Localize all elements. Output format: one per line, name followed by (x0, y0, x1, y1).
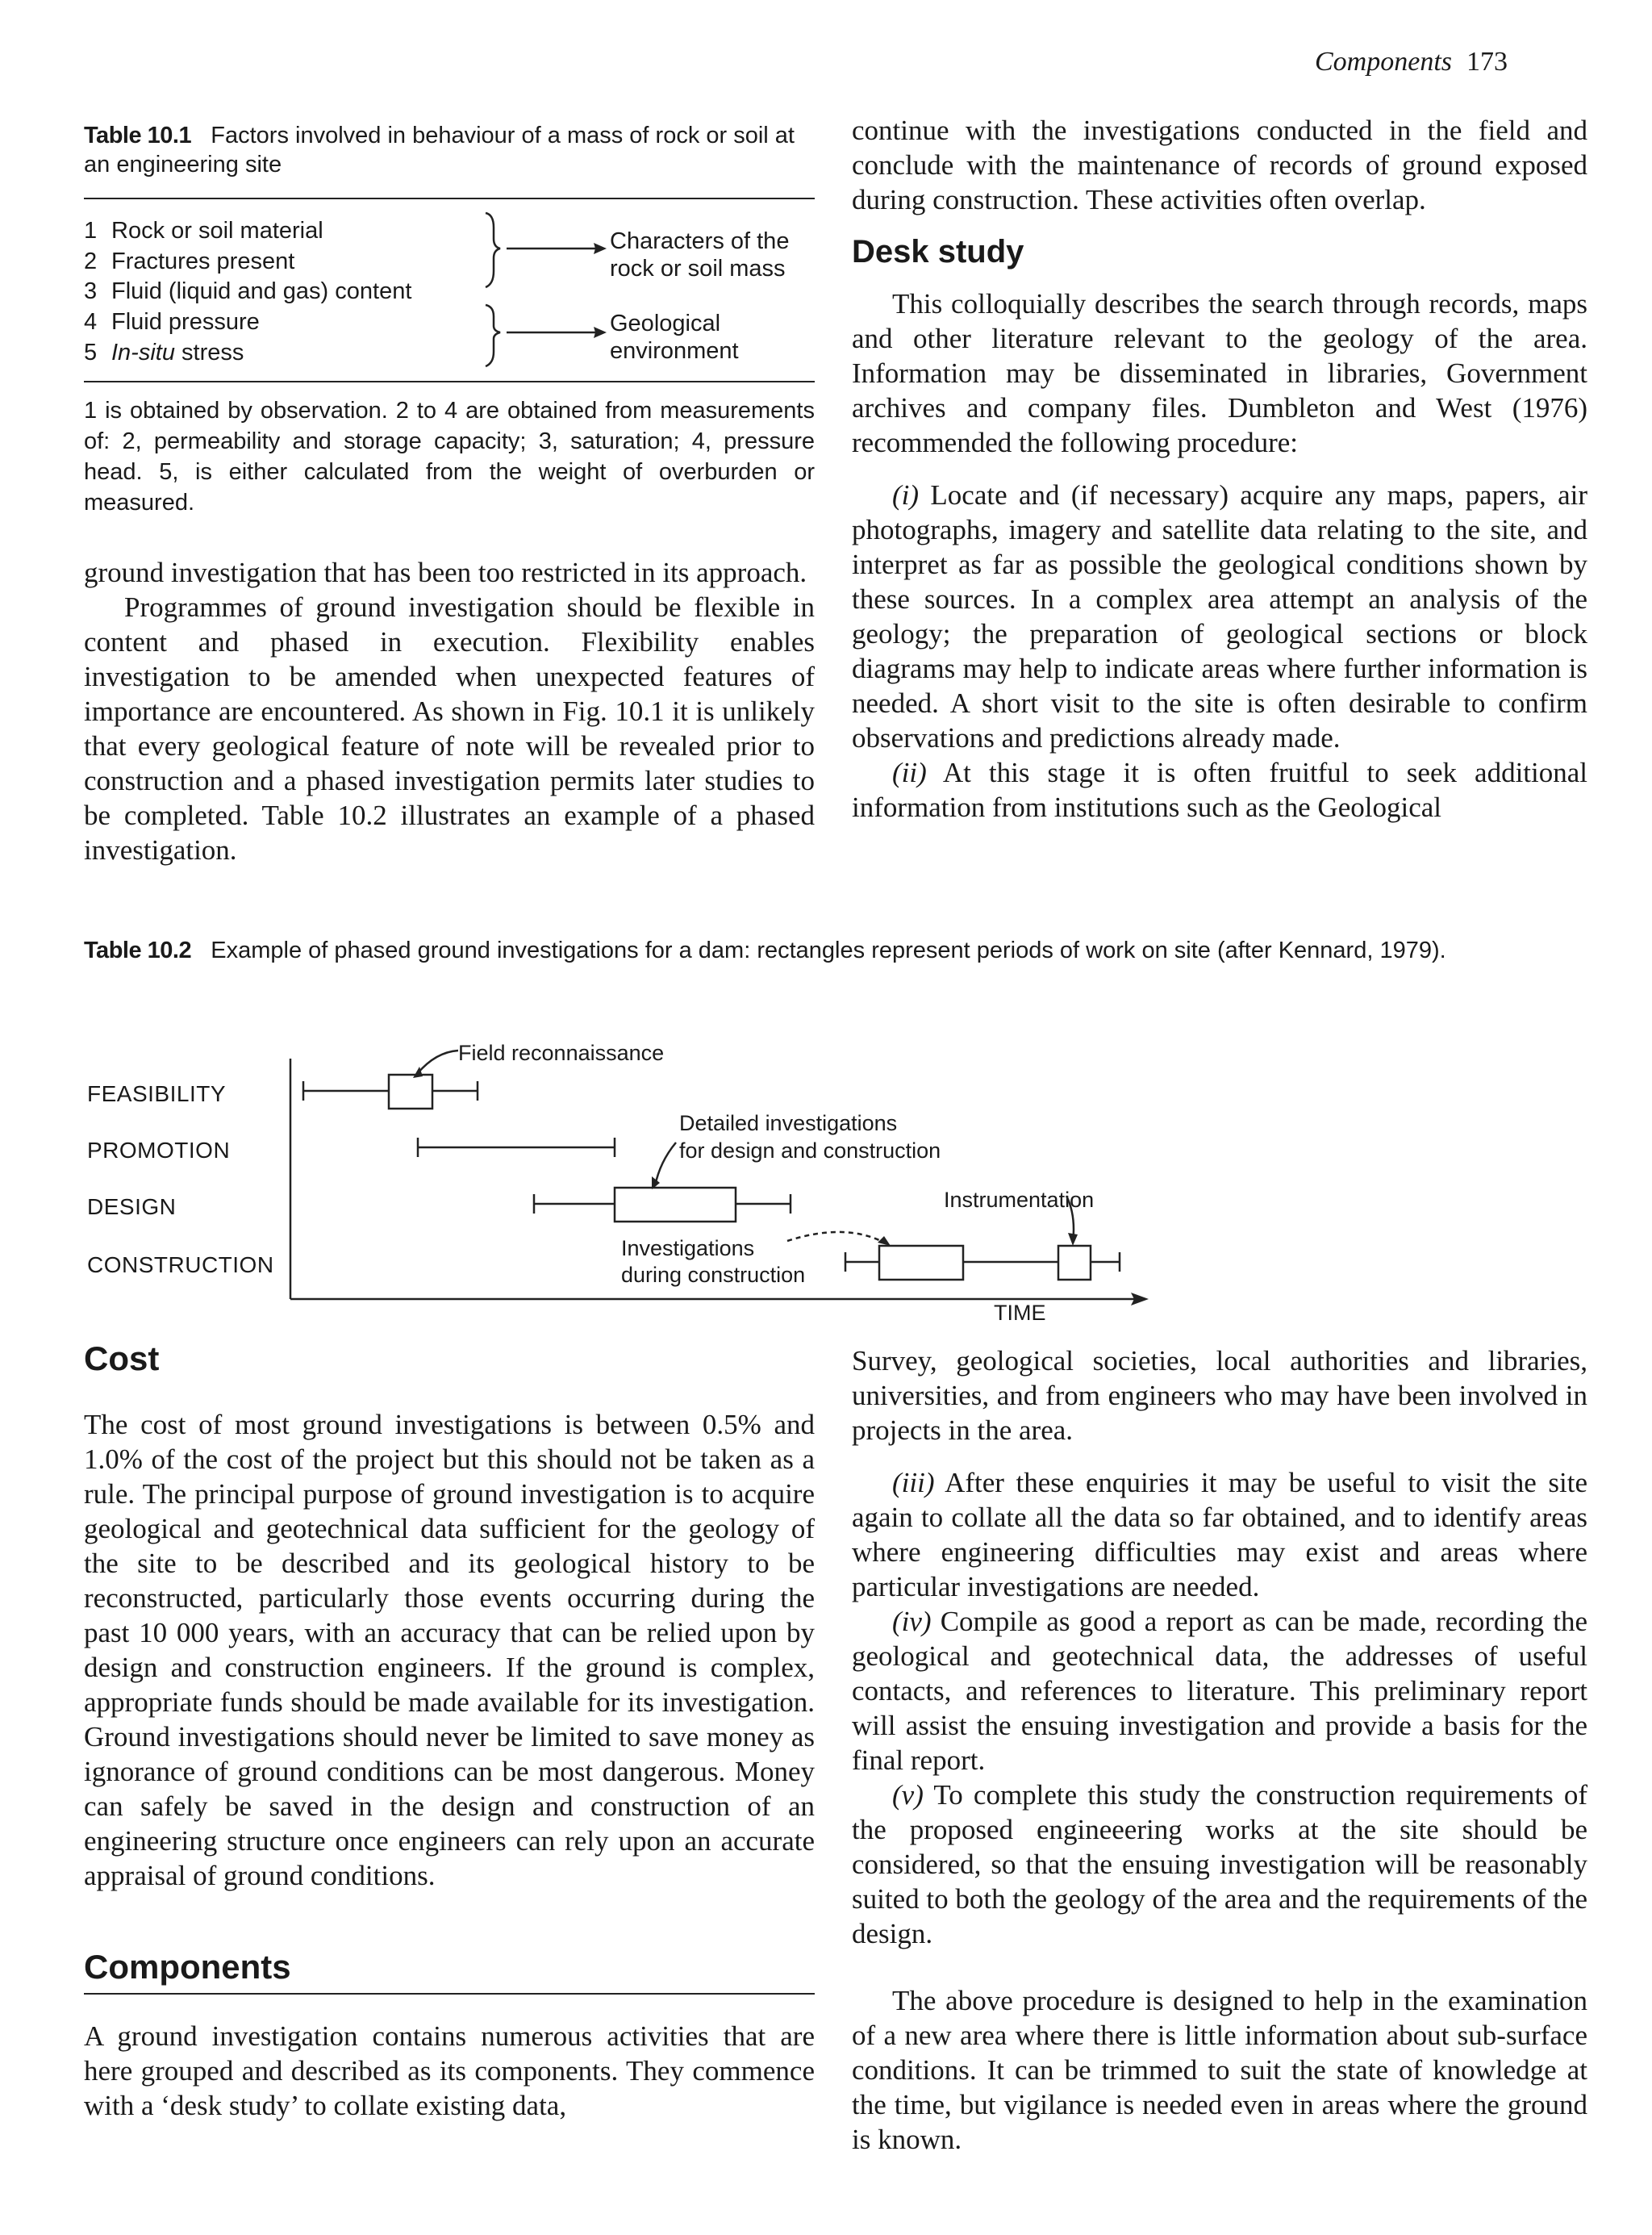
phase-label-promotion: PROMOTION (87, 1138, 231, 1163)
leader-investigations-during (787, 1232, 887, 1244)
running-head (1315, 47, 1508, 77)
table-10-1-group-b: Geological environment (610, 311, 739, 364)
paragraph: The above procedure is designed to help in the examination of a new area where there is little information about sub-surface conditions. It can be trimmed to suit the state of knowledge at the time, but vigilance is needed even in areas where the ground is known. (852, 1985, 1587, 2155)
table-10-1-caption (84, 121, 818, 179)
feasibility-bar (303, 1075, 478, 1109)
table-10-2-caption (84, 936, 1592, 965)
paragraph: Programmes of ground investigation should be flexible in content and phased in execution. Flexibility enables investigation to be amended when unexpected features of importance are encountered. As shown in Fig. 10.1 it is unlikely that every geological feature of note will be revealed prior to construction and a phased investigation permits later studies to be completed. Table 10.2 illustrates an example of a phased investigation. (84, 591, 815, 866)
label-detailed-investigations-2: for design and construction (679, 1138, 941, 1163)
phase-label-construction: CONSTRUCTION (87, 1252, 274, 1277)
promotion-bar (418, 1138, 615, 1157)
paragraph: ground investigation that has been too restricted in its approach. (84, 557, 807, 588)
table-10-1-caption-text: Factors involved in behaviour of a mass of rock or soil at an engineering site (84, 123, 795, 178)
phase-label-design: DESIGN (87, 1194, 177, 1219)
paragraph: A ground investigation contains numerous activities that are here grouped and described as its components. They commence with a ‘desk study’ to collate existing data, (84, 2020, 815, 2121)
heading-cost: Cost (84, 1339, 160, 1377)
list-item: (ii) At this stage it is often fruitful to seek additional information from institutions such as the Geological (852, 757, 1587, 823)
components-section (84, 1946, 815, 2123)
list-item: (iii) After these enquiries it may be useful to visit the site again to collate all the data so far obtained, and to identify areas where engineering difficulties may exist and areas where particular investigations are needed. (852, 1467, 1587, 1602)
table-10-2-caption-text: Example of phased ground investigations for a dam: rectangles represent periods of work on site (after Kennard, 1979). (211, 938, 1446, 963)
paragraph: This colloquially describes the search through records, maps and other literature relevant to the geology of the area. Information may be disseminated in libraries, Government archives and company files. Dumbleton and West (1976) recommended the following procedure: (852, 288, 1587, 458)
list-item: (i) Locate and (if necessary) acquire any maps, papers, air photographs, imagery and satellite data relating to the site, and interpret as far as possible the geological conditions shown by these sources. In a complex area attempt an analysis of the geology; the preparation of geological sections or block diagrams may help to indicate areas where further information is needed. A short visit to the site is often desirable to confirm observations and predictions already made. (852, 479, 1587, 754)
heading-desk-study: Desk study (852, 234, 1024, 269)
cost-section (84, 1338, 815, 1893)
right-column-top-text (852, 113, 1587, 825)
label-investigations-during-1: Investigations (621, 1236, 755, 1260)
heading-components: Components (84, 1948, 291, 1986)
paragraph: The cost of most ground investigations is between 0.5% and 1.0% of the cost of the project but this should not be taken as a rule. The principal purpose of ground investigation is to acquire geological and geotechnical data sufficient for the geology of the site to be described and its geological history to be reconstructed, particularly those events occurring during the past 10 000 years, with an accuracy that can be relied upon by design and construction engineers. If the ground is complex, appropriate funds should be made available for its investigation. Ground investigations should never be limited to save money as ignorance of ground conditions can be most dangerous. Money can safely be saved in the design and construction of an engineering structure once engineers can rely upon an accurate appraisal of ground conditions. (84, 1409, 815, 1891)
leader-detailed-investigations (655, 1143, 676, 1186)
brace-a-icon (486, 213, 500, 287)
list-item: (v) To complete this study the construction requirements of the proposed engineeering works at the site should be considered, so that the ensuing investigation will be reasonably suited to both the geology of the area and the requirements of the design. (852, 1779, 1587, 1949)
components-heading-rule (84, 1993, 815, 1995)
table-10-1-label: Table 10.1 (84, 123, 192, 148)
paragraph: Survey, geological societies, local authorities and libraries, universities, and from engineers who may have been involved in projects in the area. (852, 1345, 1587, 1446)
table-10-1-note: 1 is obtained by observation. 2 to 4 are obtained from measurements of: 2, permeability and storage capacity; 3, saturation; 4, pressure head. 5, is either calculated from the weight of overburden or measured. (84, 398, 815, 516)
table-10-1-row: 2 Fractures present (84, 249, 295, 274)
table-10-1-group-a: Characters of the rock or soil mass (610, 228, 790, 282)
label-investigations-during-2: during construction (621, 1263, 806, 1287)
running-head-title: Components (1315, 47, 1452, 77)
brace-b-icon (486, 305, 500, 366)
table-10-2-chart (0, 1041, 1210, 1323)
table-10-1-bottom-rule (84, 381, 815, 382)
list-item: (iv) Compile as good a report as can be made, recording the geological and geotechnical data, the addresses of useful contacts, and references to literature. This preliminary report will assist the ensuing investigation and provide a basis for the final report. (852, 1606, 1587, 1776)
page-number: 173 (1466, 47, 1508, 77)
leader-field-reconnaissance (418, 1051, 458, 1073)
table-10-1-braces (468, 210, 613, 371)
table-10-2-label: Table 10.2 (84, 938, 192, 963)
table-10-1-row: 5 In-situ stress (84, 340, 244, 366)
label-field-reconnaissance: Field reconnaissance (458, 1041, 665, 1065)
label-time-axis: TIME (994, 1301, 1046, 1325)
paragraph: continue with the investigations conducted in the field and conclude with the maintenance of records of ground exposed during construction. These activities often overlap. (852, 115, 1587, 215)
label-detailed-investigations-1: Detailed investigations (679, 1111, 898, 1135)
table-10-1-top-rule (84, 198, 815, 199)
table-10-1-row: 4 Fluid pressure (84, 309, 260, 335)
construction-bar (845, 1246, 1120, 1280)
left-column-top-text (84, 555, 815, 867)
design-bar (534, 1188, 791, 1222)
table-10-1-row: 1 Rock or soil material (84, 218, 323, 244)
label-instrumentation: Instrumentation (944, 1188, 1095, 1212)
right-column-bottom-text (852, 1343, 1587, 2157)
table-10-1-row: 3 Fluid (liquid and gas) content (84, 278, 412, 304)
phase-label-feasibility: FEASIBILITY (87, 1081, 226, 1106)
